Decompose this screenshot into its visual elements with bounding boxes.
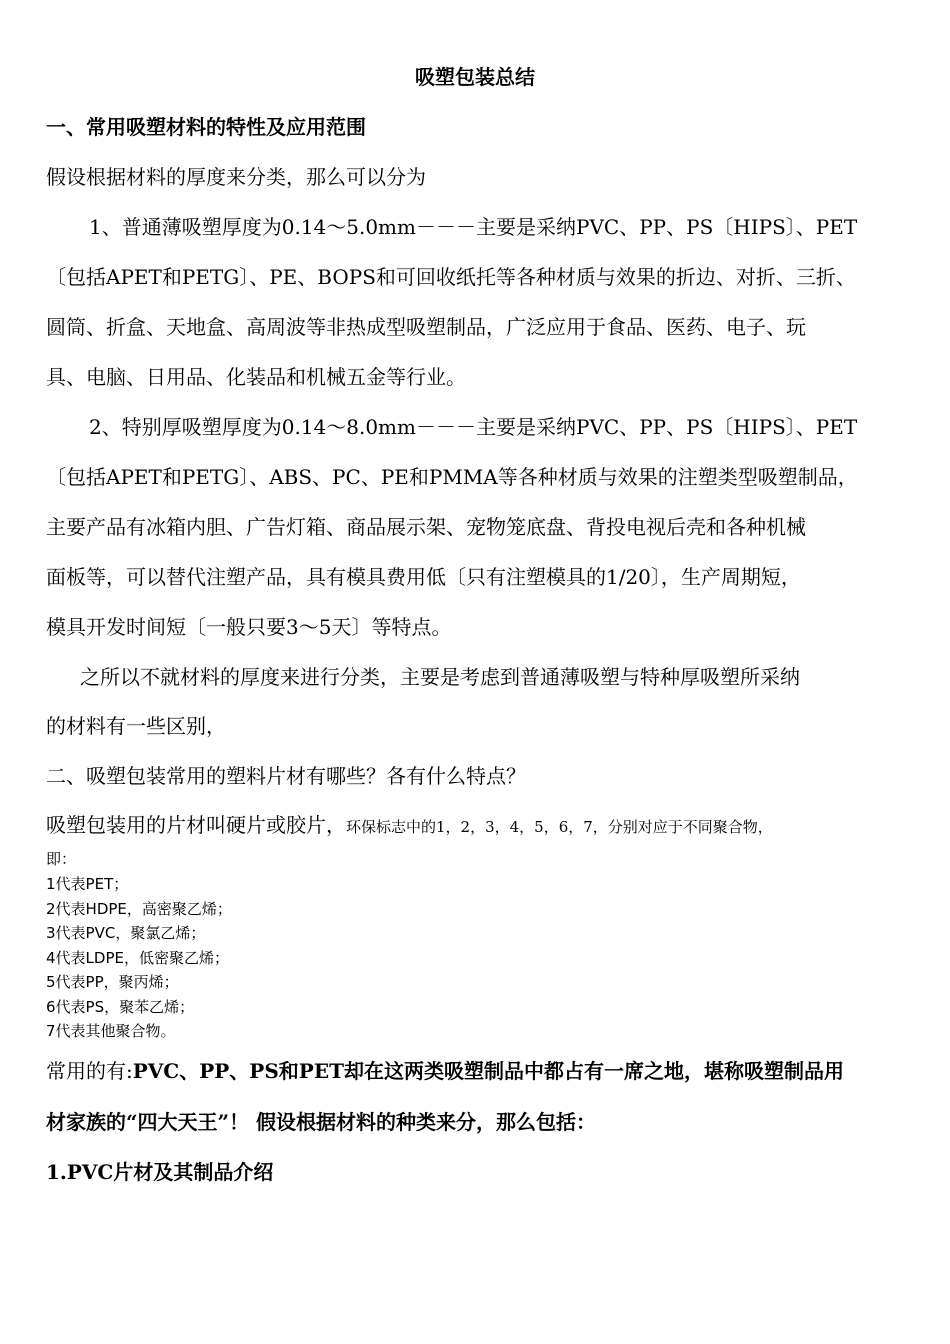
common-prefix: 常用的有:: [46, 1059, 133, 1083]
item-1-line-2: 〔包括APET和PETG〕、PE、BOPS和可回收纸托等各种材质与效果的折边、对折、三折、: [46, 265, 856, 289]
item-2-line-4: 面板等，可以替代注塑产品，具有模具费用低〔只有注塑模具的1/20〕，生产周期短，: [46, 565, 801, 589]
code-item-7: 7代表其他聚合物。: [46, 1022, 176, 1040]
code-item-2: 2代表HDPE，高密聚乙烯；: [46, 900, 232, 918]
common-materials-line-1: [46, 1058, 844, 1084]
section-1-heading: 一、常用吸塑材料的特性及应用范围: [46, 115, 366, 139]
note-line-1: 之所以不就材料的厚度来进行分类，主要是考虑到普通薄吸塑与特种厚吸塑所采纳: [80, 665, 800, 689]
item-1-line-3: 圆筒、折盒、天地盒、高周波等非热成型吸塑制品，广泛应用于食品、医药、电子、玩: [46, 315, 806, 339]
sheet-intro-line: [46, 812, 773, 838]
sheet-intro-continuation: 即：: [46, 850, 77, 868]
common-bold-text: PVC、PP、PS和PET却在这两类吸塑制品中都占有一席之地，堪称吸塑制品用: [132, 1059, 844, 1083]
section-2-heading: 二、吸塑包装常用的塑料片材有哪些？各有什么特点？: [46, 764, 526, 788]
code-item-6: 6代表PS，聚苯乙烯；: [46, 998, 195, 1016]
item-2-line-2: 〔包括APET和PETG〕、ABS、PC、PE和PMMA等各种材质与效果的注塑类型吸塑制品，: [46, 465, 858, 489]
item-2-line-1: 2、特别厚吸塑厚度为0.14～8.0mm－－－主要是采纳PVC、PP、PS〔HIPS〕、PET: [89, 415, 858, 439]
common-materials-line-2: 材家族的“四大天王”！ 假设根据材料的种类来分，那么包括：: [46, 1110, 596, 1134]
item-2-line-5: 模具开发时间短〔一般只要3～5天〕等特点。: [46, 615, 452, 639]
item-1-line-4: 具、电脑、日用品、化装品和机械五金等行业。: [46, 365, 466, 389]
intro-paragraph: 假设根据材料的厚度来分类，那么可以分为: [46, 165, 426, 189]
sheet-intro-main: 吸塑包装用的片材叫硬片或胶片，: [46, 813, 346, 837]
document-title: 吸塑包装总结: [415, 65, 535, 89]
sheet-intro-small: 环保标志中的1，2，3，4，5，6，7，分别对应于不同聚合物，: [346, 818, 773, 836]
code-item-4: 4代表LDPE，低密聚乙烯；: [46, 949, 229, 967]
code-item-1: 1代表PET；: [46, 875, 129, 893]
item-2-line-3: 主要产品有冰箱内胆、广告灯箱、商品展示架、宠物笼底盘、背投电视后壳和各种机械: [46, 515, 806, 539]
code-item-3: 3代表PVC，聚氯乙烯；: [46, 924, 206, 942]
subsection-heading: 1.PVC片材及其制品介绍: [46, 1160, 274, 1184]
note-line-2: 的材料有一些区别，: [46, 714, 226, 738]
code-item-5: 5代表PP，聚丙烯；: [46, 973, 179, 991]
item-1-line-1: 1、普通薄吸塑厚度为0.14～5.0mm－－－主要是采纳PVC、PP、PS〔HIPS〕、PET: [89, 215, 858, 239]
